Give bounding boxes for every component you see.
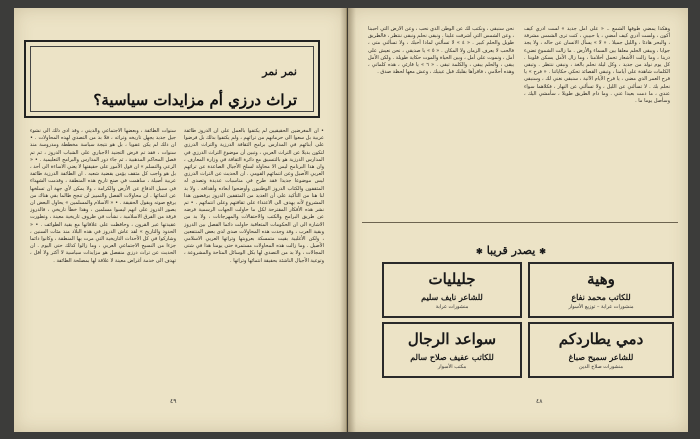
book-author: للشاعر سميح صباغ <box>568 352 634 362</box>
article-title: تراث درزي أم مزايدات سياسية؟ <box>93 91 297 109</box>
book-ad-jaliliyat <box>382 262 522 318</box>
section-divider <box>362 222 678 223</box>
book-publisher: منشورات عرابة – توزيع الأسوار <box>568 304 634 310</box>
book-author: للكاتب محمد نفاع <box>571 292 631 302</box>
right-page-poem-column-left <box>368 26 514 202</box>
coming-soon-label: يصدر قريبا <box>486 244 536 257</box>
book-title: دمي يطاردكم <box>558 330 644 348</box>
star-icon: ✱ <box>539 246 546 256</box>
article-header-box <box>24 40 320 118</box>
book-ad-wahiya <box>528 262 674 318</box>
article-author: نمر نمر <box>262 65 297 78</box>
coming-soon-heading <box>472 244 550 257</box>
book-ad-sawaid-alrijal <box>382 322 522 378</box>
left-column-right-text: • ان المغرضين الحقيقيين لم يكتفوا بالعمل على أن الدروز طائفة عربية بل سعوا الى حرمانهم من تراثهم ، ولم يكتفوا بذلك بل فرضوا على أبنائهم في المدارس برامج الثقافة الدرزية والتراث الدرزي لتكون بديلا عن التراث العربي ، وتبين أن موضوع التراث الدرزي في المدارس الدرزية هو بالتنسيق مع دائرة الثقافة في وزارة المعارف ، وان هذا البرنامج ليس الا محاولة لسلخ الأجيال الصاعدة عن تراثهم العربي الأصيل وعن انتمائهم القومي . ان الحديث عن التراث الدرزي ليس موضوعا جديدا فقد طرح في مناسبات عديدة وتصدى له المثقفون والكتاب الدروز الوطنيون وأوضحوا أبعاده وأهدافه . ولا بد لنا هنا من التأكيد على أن العديد من المثقفين الدروز يرفضون هذا المشروع لأنه يهدف الى الاعتداء على ثقافتهم وعلى انتمائهم . • تم نشر هذه الأفكار المقترحة لكل ما حاولت الجهات الرسمية فرضه عن طريق البرامج والكتب والاحتفالات والمهرجانات ، ولا بد من الاشارة الى ان الحكومات المتعاقبة حاولت دائما الفصل بين الدروز وبقية العرب ، وقد وجدت هذه المحاولات صدى لدى بعض المنتفعين ، ولكن الأغلبية بقيت متمسكة بعروبتها وتراثها العربي الاسلامي الأصيل . وما زالت هذه المحاولات مستمرة حتى يومنا هذا في شتى المجالات ، ولا بد من التصدي لها بكل الوسائل المتاحة والمشروعة ، وتوعية الأجيال الناشئة بحقيقة انتمائها وتراثها . <box>184 128 324 264</box>
book-publisher: مكتب الأسوار <box>437 364 467 370</box>
book-title: جليليات <box>428 270 476 288</box>
right-poem-right-text: وهكذا يمضي طوفها الشمع .. « على أمل جديد » لست أدري كيف أكون ، ولست أدري كيف أمضي ، يا حبيبي ، كنت ترى الشمس مشرقة ، والبحر هادئا ، والليل جميلا . « لا » يسأل الانسان عن حاله ، ولا يجد جوابا ، ويبقى الحلم معلقا بين السماء والأرض . ما زالت الشموع تضيء دربنا ، وما زالت الأشعار تحمل أحلامنا ، وما زال الأمل يسكن قلوبنا . كل يوم نولد من جديد ، وكل ليلة نحلم بالغد ، ونبقى ننتظر . وتبقى الكلمات شاهدة على أيامنا ، وتبقى القصائد تحكي حكاياتنا . « فرح » يا فرح العمر الذي مضى ، يا فرح الأيام الآتية ، سنبقى نغني لك ، وسنبقى نحلم بك . لا تسألني عن الليل ، ولا تسألني عن النهار ، فكلاهما سواء عندي ، ما دمت بعيدا عني . وما دام الطريق طويلا ، سأمشي اليك ، وسأصل يوما ما . <box>524 26 670 105</box>
book-publisher: منشورات صلاح الدين <box>578 364 624 370</box>
article-header-inner-frame <box>30 46 314 112</box>
right-poem-left-text: نحن سنبقى ، ونكتب لك عن الوطن الذي نحب ، وعن الأرض التي أحببنا ، وعن الشمس التي أشرقت علينا . ونبقى نحلم ونبقى ننتظر ، فالطريق طويل والحلم كبير . « ٤ » لا تسألني لماذا أحبك ، ولا تسألني متى ، فالحب لا يعرف الزمان ولا المكان . « ٥ » يا صديقي ، نحن نعيش على أمل ، ونموت على أمل ، وبين الحياة والموت حكاية طويلة . ولكن الأمل يبقى ، والحلم يبقى ، والكلمة تبقى . « ٦ » يا قارئي ، هذه كلماتي ، وهذه أحلامي ، فاقرأها بقلبك قبل عينيك ، وعش معها لحظة صدق . <box>368 26 514 76</box>
star-icon: ✱ <box>476 246 483 256</box>
left-column-left-text: سنوات الطائفة ، وبعضها الاجتماعي والديني ، وقد أدى ذلك الى نشوء جيل جديد يجهل تاريخه وتراثه ، فلا بد من التصدي لهذه المحاولات . • ان ذلك لم يكن عفويا ، بل هو نتيجة سياسة مخططة ومدروسة منذ سنوات ، فقد تم فرض التجنيد الاجباري على الشباب الدروز ، ثم تم فصل المحاكم المذهبية ، ثم جاء دور المدارس والبرامج التعليمية . • « الرعي والتسلم » ان قول الأمور على حقيقتها لا يعني الاساءة الى أحد ، بل هو واجب كل مثقف يؤمن بقضية شعبه . ان الطائفة الدرزية طائفة عربية أصيلة ، ساهمت في صنع تاريخ هذه المنطقة ، وقدمت الشهداء في سبيل الدفاع عن الأرض والكرامة ، ولا يمكن لأي جهة أن تسلخها عن انتمائها . ان محاولات الفصل والتمييز لن تنجح طالما بقي هناك من يرفع صوته ويقول الحقيقة . • « الاسلام والمسلمين » يحاول البعض ان يصور الدروز على انهم ليسوا مسلمين ، وهذا خطأ تاريخي ، فالدروز فرقة من الفرق الاسلامية ، نشأت في ظروف تاريخية معينة ، وتطورت عقيدتها عبر القرون ، وحافظت على علاقاتها مع بقية الطوائف . • « الحدود والتاريخ » لقد عاش الدروز في هذه البلاد منذ مئات السنين ، وشاركوا في كل الأحداث التاريخية التي مرت بها المنطقة ، وكانوا دائما جزءا من النسيج الاجتماعي العربي ، وما زالوا كذلك حتى اليوم . ان الحديث عن تراث درزي منفصل هو مزايدات سياسية لا أكثر ولا أقل ، تهدف الى خدمة أغراض معينة لا علاقة لها بمصلحة الطائفة . <box>30 128 176 264</box>
book-publisher: منشورات عرابة <box>435 304 469 310</box>
book-author: للشاعر نايف سليم <box>421 292 483 302</box>
right-page-number: ٤٨ <box>536 398 543 405</box>
book-author: للكاتب عفيف صلاح سالم <box>410 352 494 362</box>
book-gutter <box>340 8 356 432</box>
book-ad-dami-yutaridukum <box>528 322 674 378</box>
book-title: وهية <box>587 270 615 288</box>
left-page-column-right <box>184 128 324 392</box>
right-page-poem-column-right <box>524 26 670 202</box>
left-page-column-left <box>30 128 176 392</box>
left-page-number: ٤٩ <box>170 398 177 405</box>
book-title: سواعد الرجال <box>407 330 497 348</box>
